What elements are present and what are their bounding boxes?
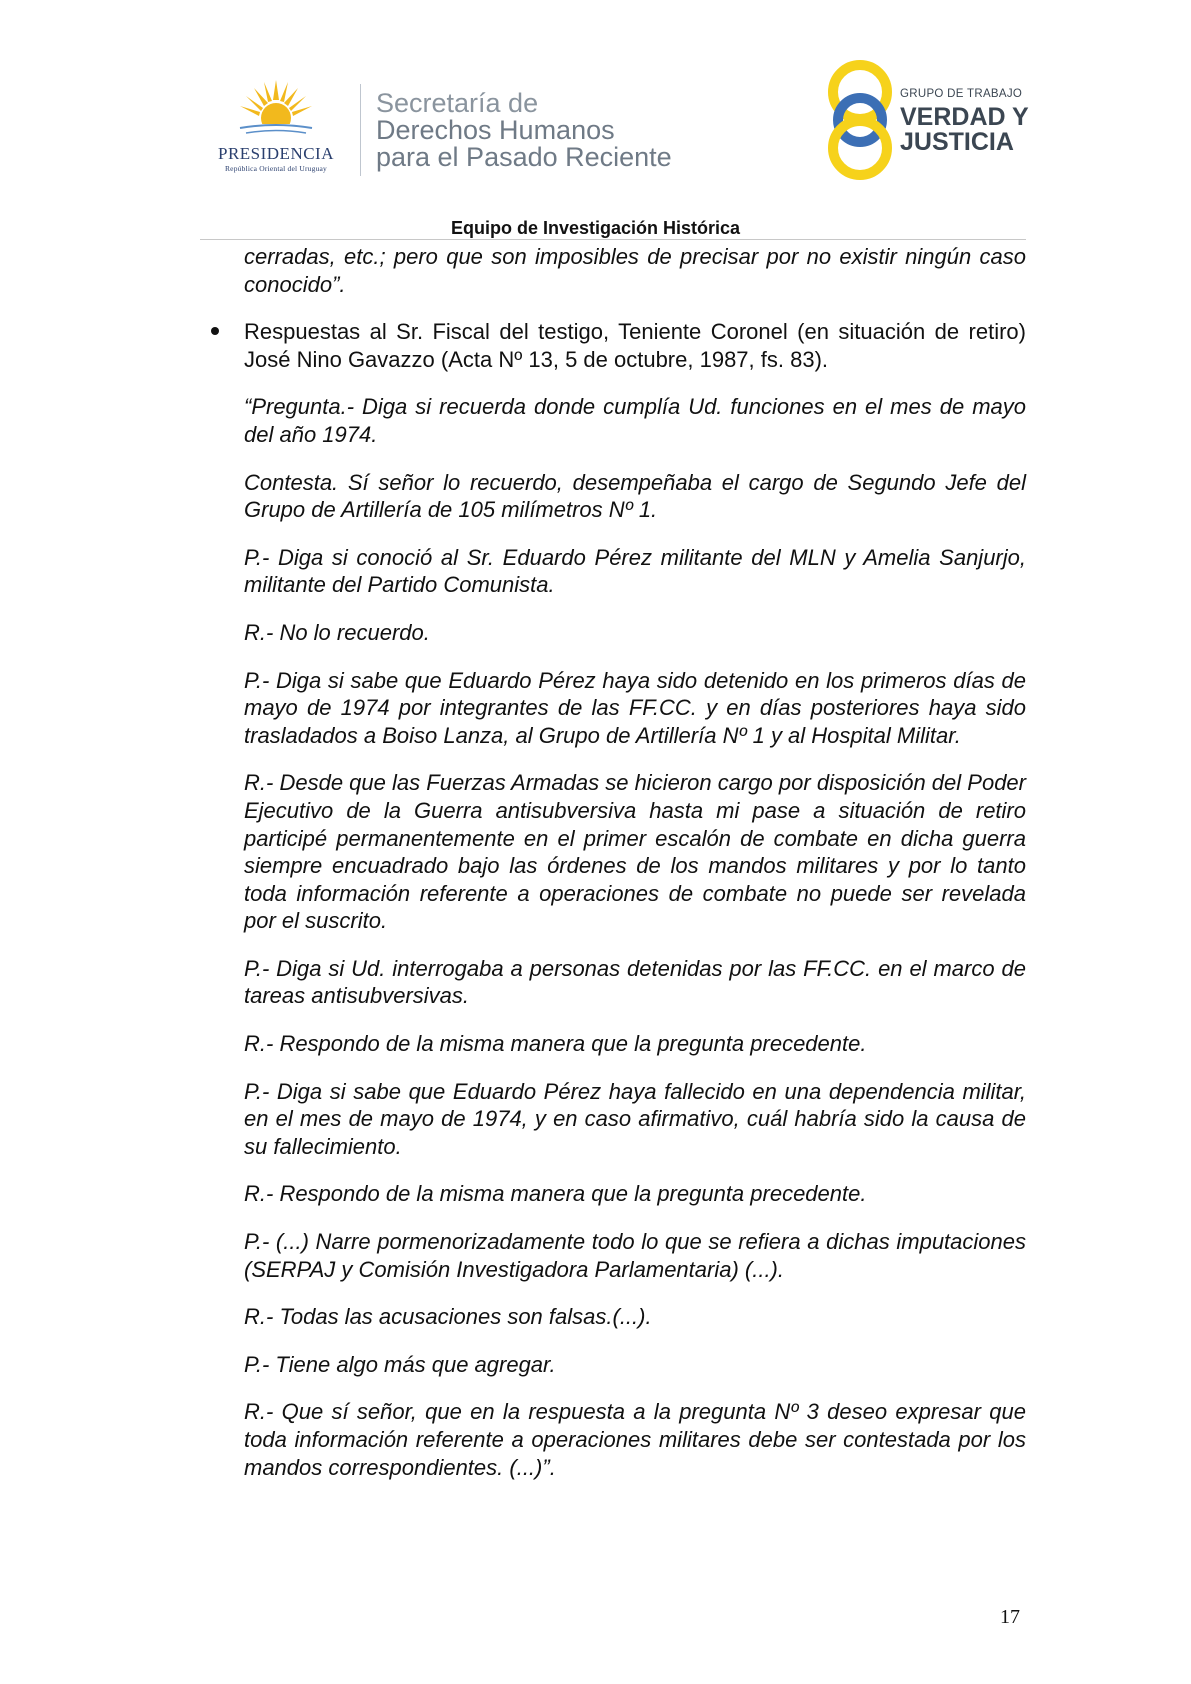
logo-divider — [360, 84, 361, 176]
secretaria-logo-text — [376, 90, 672, 171]
bullet-item — [244, 318, 1026, 373]
question-5: P.- Diga si sabe que Eduardo Pérez haya fallecido en una dependencia militar, en el mes de mayo de 1974, y en caso afirmativo, cuál habría sido la causa de su fallecimiento. — [244, 1078, 1026, 1159]
presidencia-logo — [196, 78, 356, 178]
page-header — [0, 0, 1191, 240]
answer-4: R.- Respondo de la misma manera que la pregunta precedente. — [244, 1031, 867, 1057]
document-body — [244, 243, 1026, 1481]
presidencia-subtitle: República Oriental del Uruguay — [224, 164, 327, 173]
secretaria-line-2: Derechos Humanos — [376, 115, 615, 145]
bullet-text: Respuestas al Sr. Fiscal del testigo, Teniente Coronel (en situación de retiro) José Nino Gavazzo (Acta Nº 13, 5 de octubre, 1987, fs. 83). — [244, 319, 1026, 372]
header-rule — [200, 239, 1026, 240]
question-3: P.- Diga si sabe que Eduardo Pérez haya sido detenido en los primeros días de mayo de 1974 por integrantes de las FF.CC. y en días posteriores haya sido trasladados a Boiso Lanza, al Grupo de Artillería Nº 1 y al Hospital Militar. — [244, 667, 1026, 748]
verdad-justicia-logo — [820, 58, 1030, 182]
team-title: Equipo de Investigación Histórica — [450, 218, 741, 238]
answer-6: R.- Todas las acusaciones son falsas.(...). — [244, 1304, 652, 1330]
secretaria-line-1: Secretaría de — [376, 88, 539, 118]
question-7: P.- Tiene algo más que agregar. — [244, 1351, 556, 1377]
answer-3: R.- Desde que las Fuerzas Armadas se hicieron cargo por disposición del Poder Ejecutivo de la Guerra antisubversiva hasta mi pase a situación de retiro participé permanentemente en el primer escalón de combate en dicha guerra siempre encuadrado bajo las órdenes de los mandos militares y por lo tanto toda información referente a operaciones de combate no puede ser revelada por el suscrito. — [244, 770, 1026, 934]
answer-2: R.- No lo recuerdo. — [244, 619, 430, 645]
answer-5: R.- Respondo de la misma manera que la pregunta precedente. — [244, 1181, 867, 1207]
answer-1: Contesta. Sí señor lo recuerdo, desempeñaba el cargo de Segundo Jefe del Grupo de Artillería de 105 milímetros Nº 1. — [244, 469, 1026, 523]
bullet-dot-icon — [211, 327, 219, 335]
question-4: P.- Diga si Ud. interrogaba a personas detenidas por las FF.CC. en el marco de tareas antisubversivas. — [244, 955, 1026, 1009]
gtvj-line-2: VERDAD Y — [900, 103, 1029, 131]
gtvj-line-3: JUSTICIA — [900, 128, 1014, 156]
paragraph-continuation: cerradas, etc.; pero que son imposibles de precisar por no existir ningún caso conocido”. — [244, 244, 1026, 297]
gtvj-line-1: GRUPO DE TRABAJO — [900, 88, 1023, 100]
question-2: P.- Diga si conoció al Sr. Eduardo Pérez militante del MLN y Amelia Sanjurjo, militante del Partido Comunista. — [244, 544, 1026, 598]
linked-rings-icon — [820, 58, 900, 182]
question-6: P.- (...) Narre pormenorizadamente todo lo que se refiera a dichas imputaciones (SERPAJ y Comisión Investigadora Parlamentaria) (...). — [244, 1229, 1026, 1282]
sun-emblem-icon — [236, 78, 316, 148]
answer-7: R.- Que sí señor, que en la respuesta a la pregunta Nº 3 deseo expresar que toda información referente a operaciones militares debe ser contestada por los mandos correspondientes. (...)”. — [244, 1399, 1026, 1480]
presidencia-name: PRESIDENCIA — [217, 144, 334, 163]
secretaria-line-3: para el Pasado Reciente — [376, 142, 672, 172]
question-1: “Pregunta.- Diga si recuerda donde cumplía Ud. funciones en el mes de mayo del año 1974. — [244, 394, 1026, 447]
page-number: 17 — [1000, 1606, 1020, 1628]
